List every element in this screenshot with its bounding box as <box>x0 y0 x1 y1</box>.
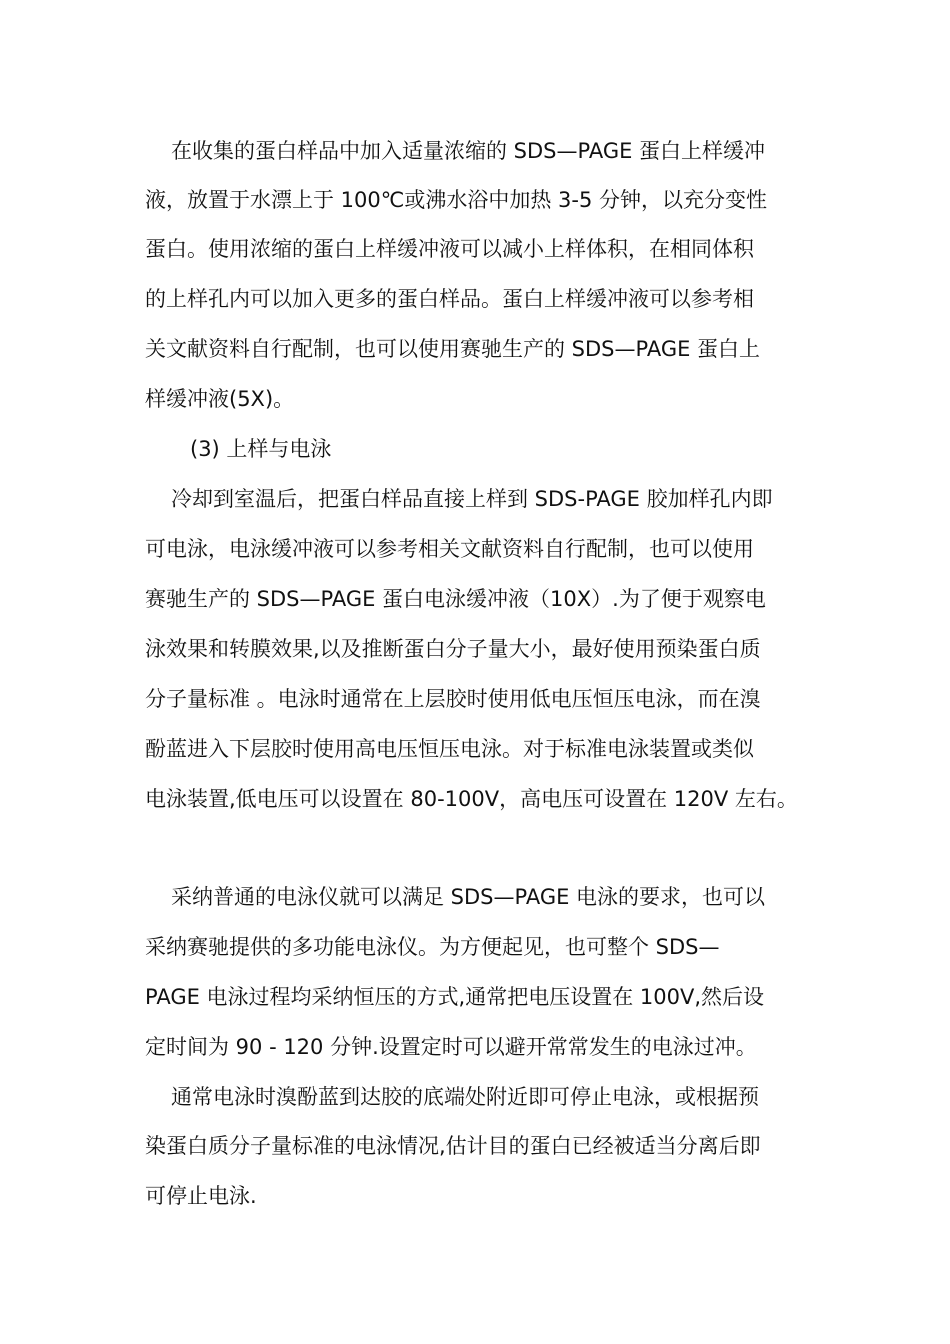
text-line: 定时间为 90 - 120 分钟.设置定时可以避开常常发生的电泳过冲。 <box>145 1035 757 1059</box>
text-line: 关文献资料自行配制，也可以使用赛驰生产的 SDS—PAGE 蛋白上 <box>145 337 761 361</box>
text-line: 可电泳，电泳缓冲液可以参考相关文献资料自行配制，也可以使用 <box>145 537 754 561</box>
text-line: 样缓冲液(5X)。 <box>145 387 295 411</box>
section-heading: (3) 上样与电泳 <box>190 437 332 461</box>
text-line: 泳效果和转膜效果,以及推断蛋白分子量大小，最好使用预染蛋白质 <box>145 637 761 661</box>
text-line: PAGE 电泳过程均采纳恒压的方式,通常把电压设置在 100V,然后设 <box>145 985 765 1009</box>
text-line: 蛋白。使用浓缩的蛋白上样缓冲液可以减小上样体积，在相同体积 <box>145 237 754 261</box>
text-line: 分子量标准 。电泳时通常在上层胶时使用低电压恒压电泳，而在溴 <box>145 687 761 711</box>
text-line: 酚蓝进入下层胶时使用高电压恒压电泳。对于标准电泳装置或类似 <box>145 737 754 761</box>
text-line: 冷却到室温后，把蛋白样品直接上样到 SDS-PAGE 胶加样孔内即 <box>171 487 773 511</box>
text-line: 赛驰生产的 SDS—PAGE 蛋白电泳缓冲液（10X）.为了便于观察电 <box>145 587 766 611</box>
text-line: 通常电泳时溴酚蓝到达胶的底端处附近即可停止电泳，或根据预 <box>171 1085 759 1109</box>
text-line: 电泳装置,低电压可以设置在 80-100V，高电压可设置在 120V 左右。 <box>145 787 798 811</box>
text-line: 在收集的蛋白样品中加入适量浓缩的 SDS—PAGE 蛋白上样缓冲 <box>171 139 766 163</box>
text-line: 采纳普通的电泳仪就可以满足 SDS—PAGE 电泳的要求，也可以 <box>171 885 766 909</box>
text-line: 染蛋白质分子量标准的电泳情况,估计目的蛋白已经被适当分离后即 <box>145 1134 761 1158</box>
text-line: 液，放置于水漂上于 100℃或沸水浴中加热 3-5 分钟，以充分变性 <box>145 188 767 212</box>
text-line: 采纳赛驰提供的多功能电泳仪。为方便起见，也可整个 SDS— <box>145 935 720 959</box>
text-line: 可停止电泳. <box>145 1184 257 1208</box>
text-line: 的上样孔内可以加入更多的蛋白样品。蛋白上样缓冲液可以参考相 <box>145 287 754 311</box>
